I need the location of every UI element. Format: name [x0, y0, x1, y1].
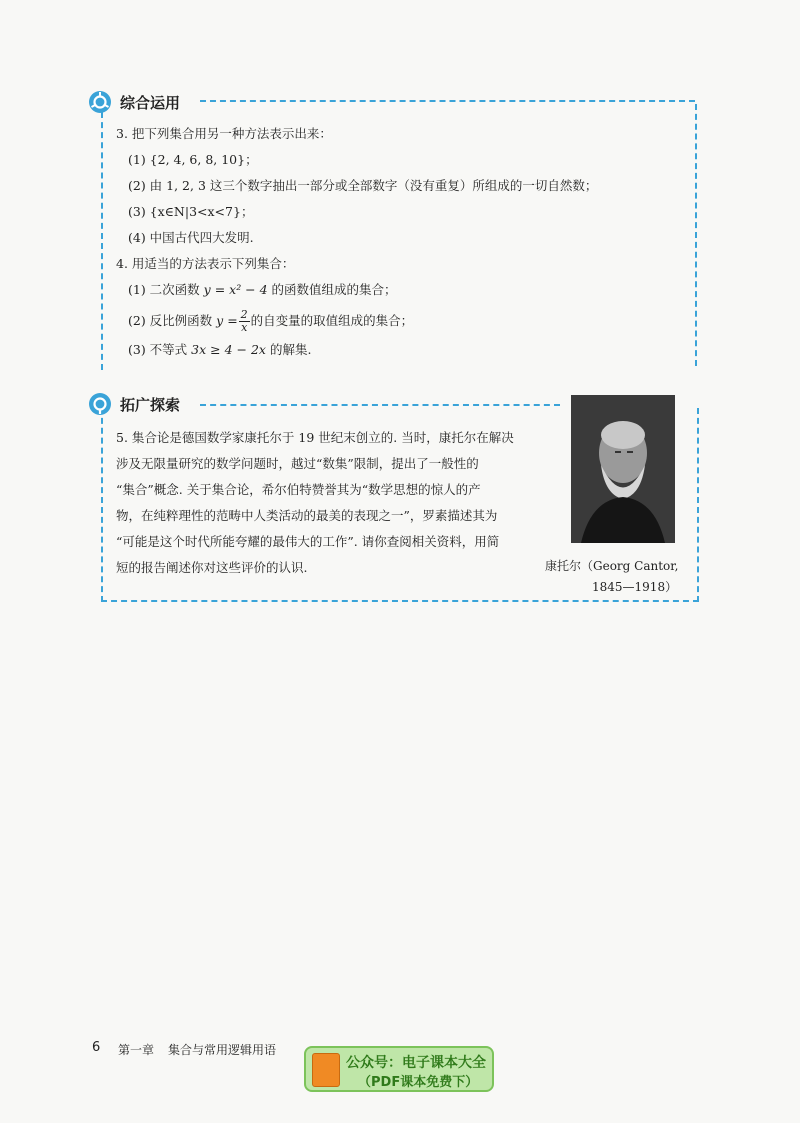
section1-frame-left: [101, 112, 103, 370]
cantor-portrait: [571, 395, 675, 543]
q4-item-3-pre: (3) 不等式: [128, 342, 192, 357]
badge-line2: （PDF课本免费下）: [358, 1075, 479, 1090]
q4-item-2-fraction: [239, 309, 250, 334]
q4-item-1: [128, 282, 397, 298]
section2-icon: [88, 392, 112, 416]
q4-stem: 4. 用适当的方法表示下列集合：: [116, 256, 295, 271]
q4-item-2-math: y =: [216, 313, 238, 328]
portrait-illustration: [571, 395, 675, 543]
section1-frame-top: [200, 100, 695, 102]
q3-item-2: (2) 由 1, 2, 3 这三个数字抽出一部分或全部数字（没有重复）所组成的一切自然数；: [128, 178, 598, 193]
footer-chapter: 第一章: [118, 1043, 155, 1057]
page-number: 6: [92, 1040, 101, 1055]
q4-item-1-math: y = x² − 4: [203, 282, 268, 297]
q5-line-3: “集合”概念. 关于集合论，希尔伯特赞誉其为“数学思想的惊人的产: [116, 482, 481, 497]
fraction-numerator: 2: [240, 308, 248, 321]
section1-title: 综合运用: [120, 94, 181, 112]
q5-line-5: “可能是这个时代所能夸耀的最伟大的工作”. 请你查阅相关资料，用简: [116, 534, 500, 549]
q5-line-4: 物，在纯粹理性的范畴中人类活动的最美的表现之一”，罗素描述其为: [116, 508, 498, 523]
q5-line-6: 短的报告阐述你对这些评价的认识.: [116, 560, 308, 575]
q5-line-2: 涉及无限量研究的数学问题时，越过“数集”限制，提出了一般性的: [116, 456, 479, 471]
q5-line-1: 5. 集合论是德国数学家康托尔于 19 世纪末创立的. 当时，康托尔在解决: [116, 430, 514, 445]
section2-frame-top: [200, 404, 560, 406]
portrait-caption-line1: 康托尔（Georg Cantor,: [545, 559, 679, 573]
q4-item-2: [128, 306, 413, 336]
q3-stem: 3. 把下列集合用另一种方法表示出来：: [116, 126, 332, 141]
q3-item-3: (3) {x∈N|3<x<7}；: [128, 204, 254, 219]
q3-item-4: (4) 中国古代四大发明.: [128, 230, 254, 245]
q4-item-3-math: 3x ≥ 4 − 2x: [191, 342, 266, 357]
q4-item-1-post: 的函数值组成的集合；: [267, 282, 397, 297]
q4-item-3-post: 的解集.: [265, 342, 312, 357]
badge-line1: 公众号：电子课本大全: [346, 1055, 486, 1071]
section1-icon: [88, 90, 112, 114]
portrait-caption-line2: 1845—1918）: [592, 580, 678, 594]
section2-title: 拓广探索: [120, 396, 181, 414]
fraction-denominator: x: [241, 321, 248, 334]
book-icon: [312, 1053, 340, 1087]
q4-item-2-pre: (2) 反比例函数: [128, 313, 217, 328]
q4-item-3: [128, 342, 311, 358]
q4-item-2-post: 的自变量的取值组成的集合；: [250, 313, 414, 328]
footer-chapter-title: 集合与常用逻辑用语: [168, 1043, 277, 1057]
watermark-badge: [304, 1046, 494, 1092]
q3-item-1: (1) {2, 4, 6, 8, 10}；: [128, 152, 258, 167]
q4-item-1-pre: (1) 二次函数: [128, 282, 204, 297]
